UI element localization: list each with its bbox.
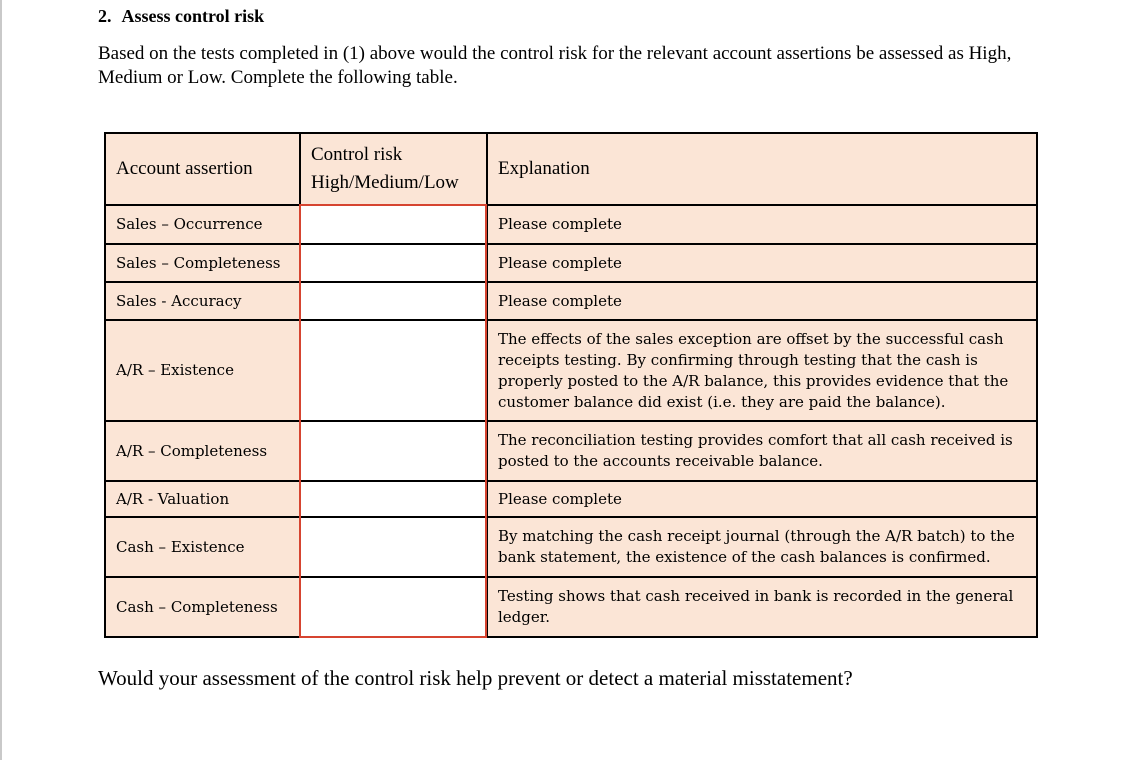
- page-edge: [0, 0, 2, 760]
- assertion-cell: A/R – Existence: [105, 320, 300, 421]
- section-title: Assess control risk: [121, 6, 265, 26]
- control-risk-input[interactable]: [300, 282, 487, 320]
- control-risk-input[interactable]: [300, 320, 487, 421]
- explanation-cell[interactable]: Please complete: [487, 244, 1037, 282]
- section-heading: [98, 6, 264, 27]
- intro-paragraph: Based on the tests completed in (1) above would the control risk for the relevant account assertions be assessed as High, Medium or Low. Complete the following table.: [98, 43, 1012, 88]
- assertion-cell: Sales – Completeness: [105, 244, 300, 282]
- table-row: [105, 421, 1037, 481]
- section-number: 2.: [98, 6, 112, 26]
- control-risk-input[interactable]: [300, 421, 487, 481]
- explanation-cell[interactable]: The effects of the sales exception are offset by the successful cash receipts testing. By confirming through testing that the cash is properly posted to the A/R balance, this provides evidence that the customer balance did exist (i.e. they are paid the balance).: [487, 320, 1037, 421]
- control-risk-input[interactable]: [300, 244, 487, 282]
- header-account-assertion: Account assertion: [105, 133, 300, 205]
- assertion-cell: A/R – Completeness: [105, 421, 300, 481]
- assertion-cell: Cash – Existence: [105, 517, 300, 577]
- table-header-row: [105, 133, 1037, 205]
- control-risk-input[interactable]: [300, 517, 487, 577]
- explanation-cell[interactable]: Please complete: [487, 205, 1037, 244]
- header-control-risk-line2: High/Medium/Low: [311, 172, 459, 193]
- explanation-cell[interactable]: By matching the cash receipt journal (through the A/R batch) to the bank statement, the existence of the cash balances is confirmed.: [487, 517, 1037, 577]
- explanation-cell[interactable]: The reconciliation testing provides comfort that all cash received is posted to the accounts receivable balance.: [487, 421, 1037, 481]
- explanation-cell[interactable]: Testing shows that cash received in bank is recorded in the general ledger.: [487, 577, 1037, 637]
- table-row: [105, 577, 1037, 637]
- header-explanation: Explanation: [487, 133, 1037, 205]
- control-risk-table: [104, 132, 1038, 638]
- explanation-cell[interactable]: Please complete: [487, 481, 1037, 517]
- control-risk-input[interactable]: [300, 577, 487, 637]
- table-row: [105, 244, 1037, 282]
- table-row: [105, 320, 1037, 421]
- assertion-cell: Cash – Completeness: [105, 577, 300, 637]
- control-risk-input[interactable]: [300, 481, 487, 517]
- header-control-risk-line1: Control risk: [311, 144, 403, 165]
- assertion-cell: Sales – Occurrence: [105, 205, 300, 244]
- table-row: [105, 517, 1037, 577]
- table-row: [105, 205, 1037, 244]
- table-row: [105, 282, 1037, 320]
- header-control-risk: [300, 133, 487, 205]
- assertion-cell: Sales - Accuracy: [105, 282, 300, 320]
- explanation-cell[interactable]: Please complete: [487, 282, 1037, 320]
- control-risk-input[interactable]: [300, 205, 487, 244]
- table-row: [105, 481, 1037, 517]
- assertion-cell: A/R - Valuation: [105, 481, 300, 517]
- followup-question: Would your assessment of the control risk help prevent or detect a material misstatement?: [98, 666, 853, 690]
